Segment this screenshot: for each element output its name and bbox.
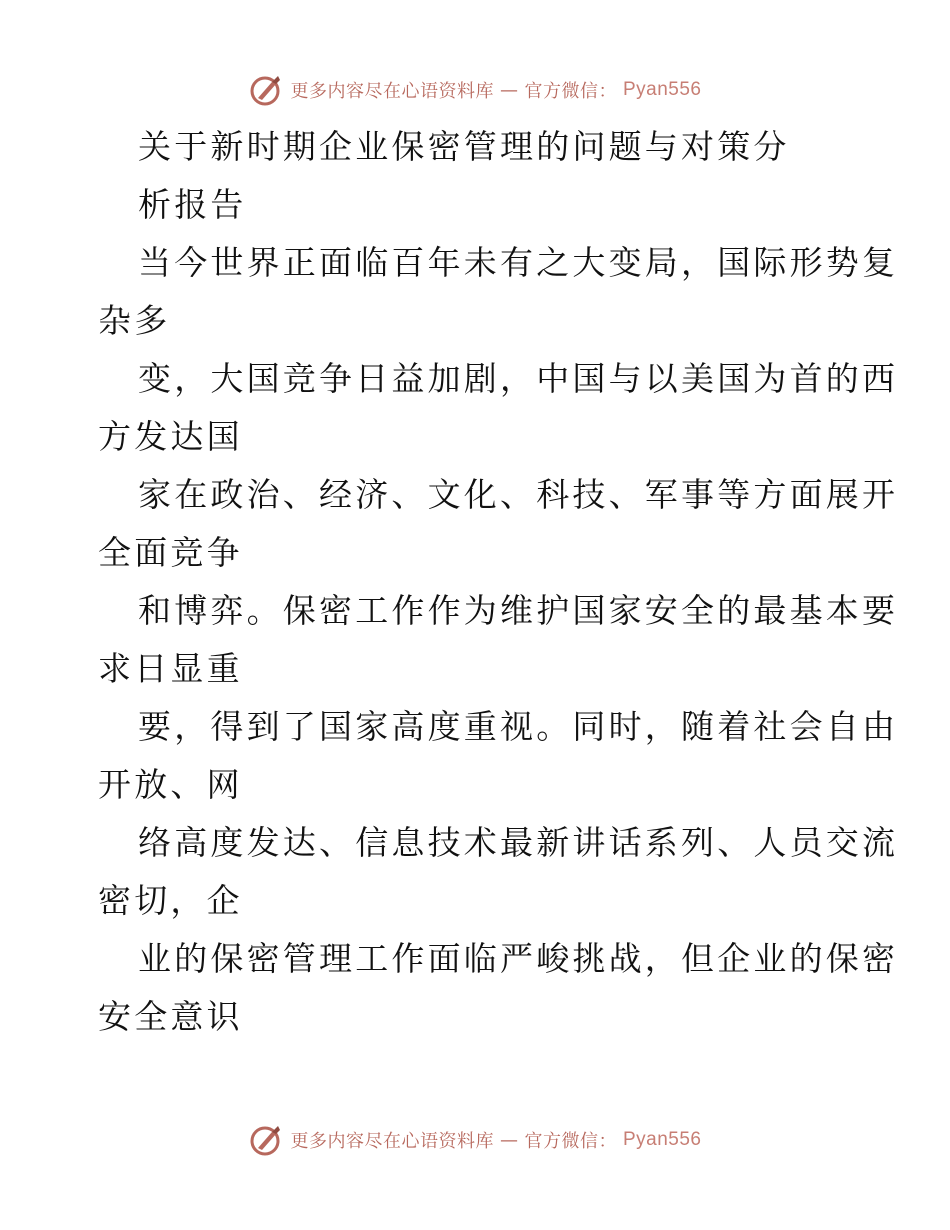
document-title-line-2: 析报告 [138,185,247,224]
pen-circle-logo-icon [248,1122,284,1158]
document-body [98,118,899,1046]
document-body-line: 家在政治、经济、文化、科技、军事等方面展开 [138,475,899,514]
document-body-line: 杂多 [98,301,171,340]
watermark-wechat-label: 官方微信： [524,81,617,102]
document-body-line: 方发达国 [98,417,243,456]
document-body-line: 密切，企 [98,881,243,920]
document-body-line: 络高度发达、信息技术最新讲话系列、人员交流 [138,823,899,862]
document-body-line: 要，得到了国家高度重视。同时，随着社会自由 [138,707,899,746]
document-body-line: 变，大国竞争日益加剧，中国与以美国为首的西 [138,359,899,398]
watermark-wechat-id: Pyan556 [622,79,702,100]
watermark-site-text: 更多内容尽在心语资料库 [290,1131,494,1152]
watermark-separator: — [499,79,519,101]
watermark-wechat-id: Pyan556 [622,1129,702,1150]
document-body-line: 和博弈。保密工作作为维护国家安全的最基本要 [138,591,899,630]
document-body-line: 当今世界正面临百年未有之大变局，国际形势复 [138,243,899,282]
watermark-header [0,70,950,110]
watermark-footer [0,1120,950,1160]
document-body-line: 全面竞争 [98,533,243,572]
document-body-line: 业的保密管理工作面临严峻挑战，但企业的保密 [138,939,899,978]
watermark-site-text: 更多内容尽在心语资料库 [290,81,494,102]
document-body-line: 求日显重 [98,649,243,688]
document-title-line-1: 关于新时期企业保密管理的问题与对策分 [138,127,790,166]
document-paragraph [98,234,899,1046]
document-body-line: 安全意识 [98,997,243,1036]
document-body-line: 开放、网 [98,765,243,804]
pen-circle-logo-icon [248,72,284,108]
watermark-separator: — [499,1129,519,1151]
watermark-wechat-label: 官方微信： [524,1131,617,1152]
